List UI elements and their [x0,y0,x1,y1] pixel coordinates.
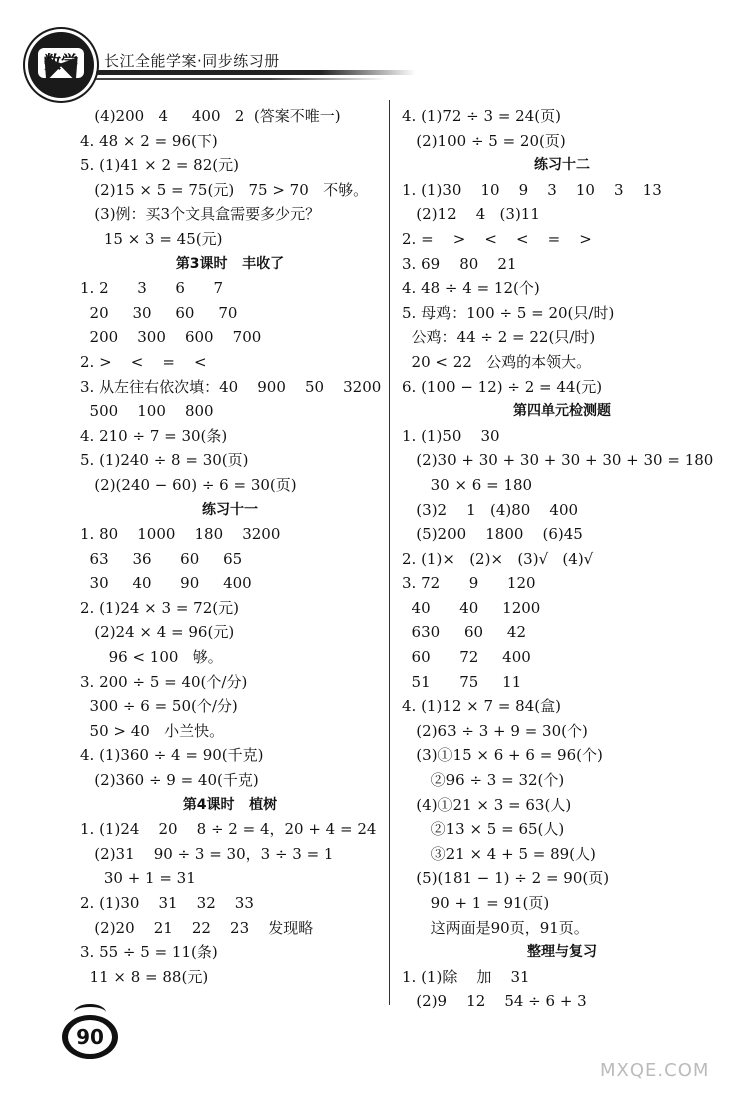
answer-line: 60 72 400 [402,648,531,667]
answer-line: 200 300 600 700 [80,328,262,347]
answer-line: 96 < 100 够。 [80,648,223,667]
answer-line: 30 × 6 = 180 [402,475,533,494]
answer-line: 500 100 800 [80,402,214,421]
answer-line: 3. 从左往右依次填：40 900 50 3200 [80,377,382,396]
answer-line: (2)15 × 5 = 75(元) 75 > 70 不够。 [80,180,369,199]
answer-line: ②13 × 5 = 65(人) [402,820,565,839]
answer-line: 1. 2 3 6 7 [80,279,224,298]
answer-line: (2)9 12 54 ÷ 6 + 3 [402,992,587,1011]
column-divider [389,100,390,1005]
answer-line: 11 × 8 = 88(元) [80,967,209,986]
answer-line: 15 × 3 = 45(元) [80,229,223,248]
answer-line: 3. 55 ÷ 5 = 11(条) [80,943,218,962]
answer-line: 90 + 1 = 91(页) [402,894,550,912]
answer-line: 30 40 90 400 [80,574,252,593]
watermark: MXQE.COM [600,1060,710,1081]
answer-line: (2)100 ÷ 5 = 20(页) [402,131,566,150]
answer-line: (2)(240 − 60) ÷ 6 = 30(页) [80,475,297,494]
answer-line: (2)24 × 4 = 96(元) [80,623,235,642]
subject-badge-text: 数学 [38,48,84,78]
answer-line: (2)63 ÷ 3 + 9 = 30(个) [402,721,588,740]
answer-line: 4. 210 ÷ 7 = 30(条) [80,426,228,445]
answer-line: 2. = > < < = > [402,229,592,248]
answer-line: 这两面是90页，91页。 [402,918,589,937]
answer-line: 公鸡：44 ÷ 2 = 22(只/时) [402,328,596,347]
section-heading: 第四单元检测题 [513,403,611,420]
left-answer-column [80,104,380,989]
answer-line: 1. (1)24 20 8 ÷ 2 = 4，20 + 4 = 24 [80,820,377,839]
answer-line: 51 75 11 [402,672,522,691]
book-title: 长江全能学案·同步练习册 [104,52,280,70]
answer-line: 1. 80 1000 180 3200 [80,525,281,544]
answer-line: 40 40 1200 [402,598,541,617]
answer-line: (2)31 90 ÷ 3 = 30，3 ÷ 3 = 1 [80,844,334,863]
answer-line: 2. (1)× (2)× (3)√ (4)√ [402,549,594,568]
answer-line: (2)20 21 22 23 发现略 [80,918,314,937]
answer-line: 4. (1)12 × 7 = 84(盒) [402,697,561,716]
answer-line: 1. (1)30 10 9 3 10 3 13 [402,180,662,199]
answer-line: 5. (1)240 ÷ 8 = 30(页) [80,451,249,470]
answer-line: 5. (1)41 × 2 = 82(元) [80,156,239,175]
answer-line: 2. (1)24 × 3 = 72(元) [80,598,239,617]
answer-line: (5)200 1800 (6)45 [402,525,583,544]
answer-line: 4. (1)360 ÷ 4 = 90(千克) [80,746,264,765]
page-number: 90 [68,1020,112,1054]
right-answer-column [402,104,722,1014]
answer-line: 630 60 42 [402,623,527,642]
answer-line: 63 36 60 65 [80,549,243,568]
answer-line: 2. > < = < [80,352,207,371]
answer-line: (4)①21 × 3 = 63(人) [402,795,572,814]
answer-line: 6. (100 − 12) ÷ 2 = 44(元) [402,377,603,396]
answer-line: 4. (1)72 ÷ 3 = 24(页) [402,107,561,125]
answer-line: (2)30 + 30 + 30 + 30 + 30 + 30 = 180 [402,451,714,470]
answer-line: 50 > 40 小兰快。 [80,721,225,740]
section-heading: 第4课时 植树 [182,796,278,813]
answer-line: 3. 69 80 21 [402,254,517,273]
answer-line: 3. 72 9 120 [402,574,536,593]
answer-line: (2)360 ÷ 9 = 40(千克) [80,771,259,790]
answer-line: 4. 48 × 2 = 96(下) [80,131,218,150]
section-heading: 整理与复习 [527,944,597,961]
answer-line: (4)200 4 400 2 (答案不唯一) [80,107,341,125]
answer-line: 1. (1)50 30 [402,426,500,445]
answer-line: (3)例：买3个文具盒需要多少元？ [80,205,321,224]
answer-line: 20 < 22 公鸡的本领大。 [402,352,592,371]
answer-line: 5. 母鸡：100 ÷ 5 = 20(只/时) [402,303,615,322]
page-number-badge [62,1015,118,1059]
header-rule [96,70,416,75]
answer-line: (5)(181 − 1) ÷ 2 = 90(页) [402,869,610,888]
answer-line: 300 ÷ 6 = 50(个/分) [80,697,238,716]
answer-line: ②96 ÷ 3 = 32(个) [402,771,565,790]
answer-line: 2. (1)30 31 32 33 [80,894,254,912]
answer-line: (3)①15 × 6 + 6 = 96(个) [402,746,603,765]
answer-line: 1. (1)除 加 31 [402,967,530,986]
section-heading: 练习十二 [534,157,590,174]
answer-line: 3. 200 ÷ 5 = 40(个/分) [80,672,248,691]
section-heading: 第3课时 丰收了 [175,255,285,272]
answer-line: (3)2 1 (4)80 400 [402,500,579,519]
answer-line: (2)12 4 (3)11 [402,205,540,224]
section-heading: 练习十一 [202,501,258,518]
answer-line: 30 + 1 = 31 [80,869,196,888]
answer-line: ③21 × 4 + 5 = 89(人) [402,844,596,863]
header-rule-thin [96,78,386,80]
answer-line: 20 30 60 70 [80,303,238,322]
answer-line: 4. 48 ÷ 4 = 12(个) [402,279,540,298]
